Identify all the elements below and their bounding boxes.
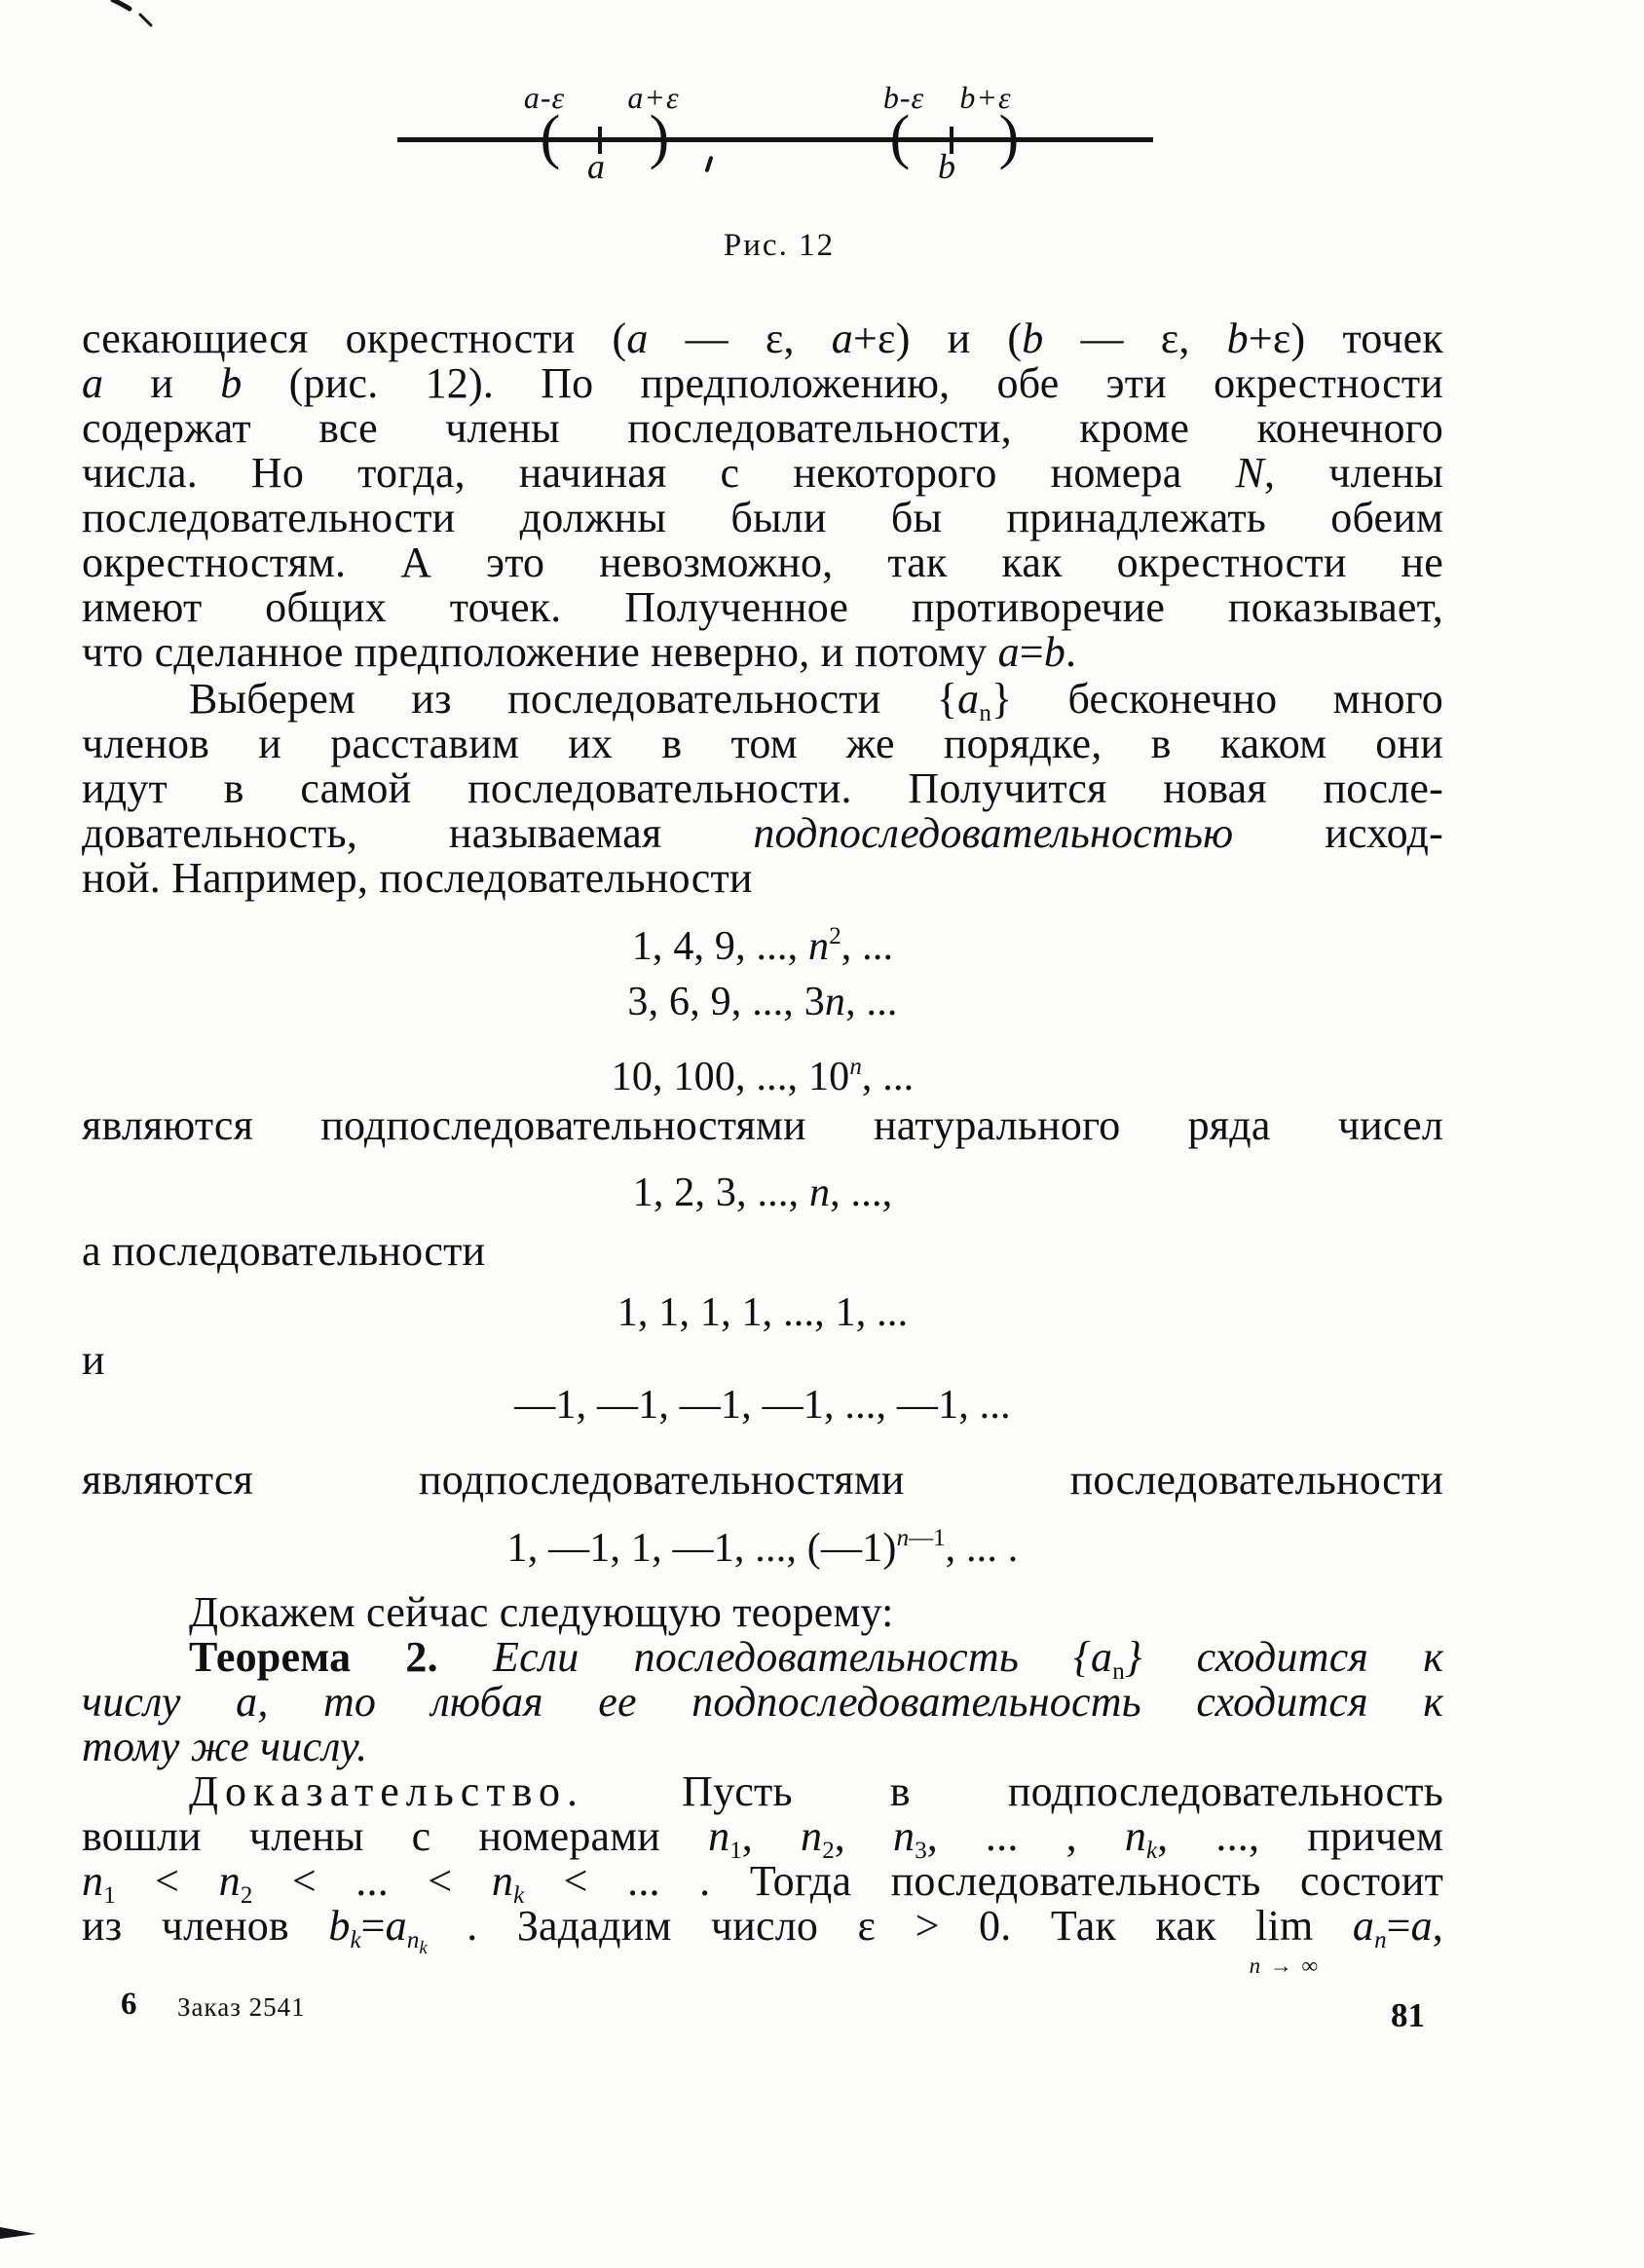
text-line: последовательности должны были бы принадлежать обеим <box>82 494 1443 541</box>
display-formula: 10, 100, ..., 10$^n$, ... <box>611 1054 915 1099</box>
figure-caption: Рис. 12 <box>723 228 836 263</box>
text-line: Теорема 2. Если последовательность $\{a_n\}$ сходится к <box>189 1633 1444 1685</box>
text-line: числа. Но тогда, начиная с некоторого номера N, члены <box>82 449 1443 497</box>
display-formula: 1, 1, 1, 1, ..., 1, ... <box>616 1290 909 1335</box>
text-line: что сделанное предположение неверно, и потому a=b. <box>82 628 1077 676</box>
text-line: и <box>82 1336 105 1384</box>
limit-subscript: n → ∞ <box>1249 1953 1321 1978</box>
interval-a-open-paren: ( <box>540 104 561 170</box>
text-line: имеют общих точек. Полученное противоречие показывает, <box>82 583 1443 631</box>
text-line: числу a, то любая ее подпоследовательность сходится к <box>82 1678 1443 1726</box>
number-line <box>397 137 1153 142</box>
text-line: а последовательности <box>82 1227 486 1275</box>
point-a-label: a <box>587 147 605 186</box>
text-line: окрестностям. А это невозможно, так как окрестности не <box>82 539 1443 586</box>
text-line: членов и расставим их в том же порядке, в каком они <box>82 720 1443 767</box>
order-number: Заказ 2541 <box>177 1992 306 2022</box>
label-a-plus-eps: a+ε <box>627 80 680 115</box>
text-column <box>82 315 1444 1978</box>
text-line: ной. Например, последовательности <box>82 854 753 902</box>
text-line: Доказательство. Пусть в подпоследовательность <box>189 1767 1443 1815</box>
text-line: a и b (рис. 12). По предположению, обе эти окрестности <box>82 359 1443 407</box>
ink-speck <box>704 156 713 172</box>
display-formula: —1, —1, —1, —1, ..., —1, ... <box>514 1383 1011 1428</box>
display-formula: 1, 4, 9, ..., $n^2$, ... <box>631 923 894 969</box>
text-line: Докажем сейчас следующую теорему: <box>189 1588 894 1636</box>
label-b-minus-eps: b-ε <box>882 80 925 115</box>
page-number: 81 <box>1391 1996 1425 2034</box>
text-line: идут в самой последовательности. Получится новая после- <box>82 764 1443 812</box>
text-line: вошли члены с номерами $n_1$, $n_2$, $n_3$, ... , $n_k$, ..., причем <box>82 1812 1443 1864</box>
interval-b-close-paren: ) <box>998 104 1020 170</box>
text-line: $n_1 < n_2$ < ... < $n_k$ < ... . Тогда последовательность состоит <box>82 1857 1443 1909</box>
text-line: являются подпоследовательностями натурального ряда чисел <box>82 1101 1443 1149</box>
text-line: тому же числу. <box>82 1723 368 1770</box>
text-line: довательность, называемая подпоследовательностью исход- <box>82 809 1443 857</box>
figure-12 <box>0 0 1644 214</box>
display-formula: 1, —1, 1, —1, ..., (—1)$^{n—1}$, ... . <box>506 1525 1019 1571</box>
text-line: содержат все члены последовательности, кроме конечного <box>82 404 1443 452</box>
text-line: из членов $b_k=a_{nk}$ . Зададим число ε > 0. Так как lim n → ∞ $a_n=a$, <box>82 1904 1443 1949</box>
scan-edge-mark <box>0 2226 41 2240</box>
limit-operator: lim n → ∞ <box>1255 1904 1313 1949</box>
interval-a-close-paren: ) <box>649 104 670 170</box>
display-formula: 1, 2, 3, ..., n, ..., <box>632 1171 893 1215</box>
label-b-plus-eps: b+ε <box>959 80 1012 115</box>
text-line: Выберем из последовательности $\{a_n\}$ бесконечно много <box>189 675 1443 726</box>
point-b-label: b <box>938 147 955 186</box>
text-line: являются подпоследовательностями последовательности <box>82 1456 1443 1504</box>
display-formula: 3, 6, 9, ..., 3n, ... <box>627 980 898 1024</box>
label-a-minus-eps: a-ε <box>523 80 566 115</box>
signature-number: 6 <box>121 1987 137 2022</box>
text-line: секающиеся окрестности (a — ε, a+ε) и (b — ε, b+ε) точек <box>82 315 1443 362</box>
interval-b-open-paren: ( <box>889 104 911 170</box>
